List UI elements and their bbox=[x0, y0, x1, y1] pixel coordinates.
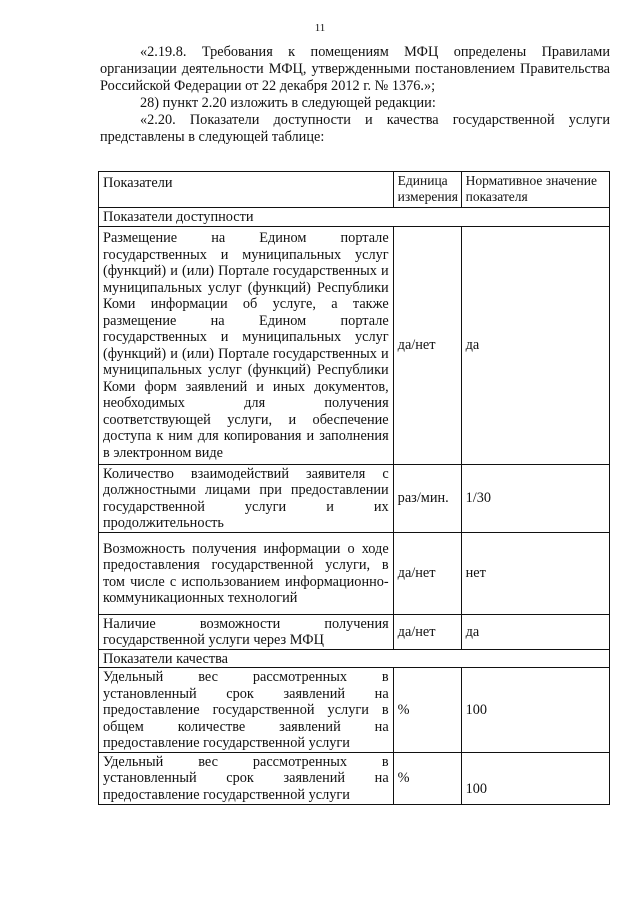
value-cell: 100 bbox=[461, 752, 609, 804]
indicators-table bbox=[98, 171, 610, 805]
unit-cell: раз/мин. bbox=[393, 464, 461, 532]
indicator-cell: Удельный вес рассмотренных в установленный срок заявлений на предоставление государственной услуги в общем количестве заявлений на предоставление государственной услуги bbox=[99, 668, 394, 753]
value-cell: да bbox=[461, 226, 609, 464]
paragraph-2-19-8: «2.19.8. Требования к помещениям МФЦ определены Правилами организации деятельности МФЦ, утвержденными постановлением Правительства Российской Федерации от 22 декабря 2012 г. № 1376.»; bbox=[100, 44, 610, 94]
table-row bbox=[99, 226, 610, 464]
unit-cell: % bbox=[393, 752, 461, 804]
header-unit: Единица измерения bbox=[393, 172, 461, 208]
paragraph-2-20: «2.20. Показатели доступности и качества государственной услуги представлены в следующей таблице: bbox=[100, 112, 610, 145]
table-row bbox=[99, 668, 610, 753]
header-norm-value: Нормативное значение показателя bbox=[461, 172, 609, 208]
indicator-cell: Возможность получения информации о ходе предоставления государственной услуги, в том числе с использованием информационно-коммуникационных технологий bbox=[99, 532, 394, 614]
section-row-availability bbox=[99, 208, 610, 227]
value-cell: 100 bbox=[461, 668, 609, 753]
header-indicators: Показатели bbox=[99, 172, 394, 208]
table-row bbox=[99, 464, 610, 532]
unit-cell: да/нет bbox=[393, 614, 461, 649]
section-title: Показатели качества bbox=[99, 649, 610, 668]
table-row bbox=[99, 532, 610, 614]
value-cell: 1/30 bbox=[461, 464, 609, 532]
indicator-cell: Размещение на Едином портале государственных и муниципальных услуг (функций) и (или) Портале государственных и муниципальных услуг (функций) Республики Коми информации об услуге, а также размещение на Едином портале государственных и муниципальных услуг (функций) и (или) Портале государственных и муниципальных услуг (функций) Республики Коми форм заявлений и иных документов, необходимых для получения соответствующей услуги, и обеспечение доступа к ним для копирования и заполнения в электронном виде bbox=[99, 226, 394, 464]
paragraph-item-28: 28) пункт 2.20 изложить в следующей редакции: bbox=[140, 95, 436, 111]
table-row bbox=[99, 614, 610, 649]
indicator-cell: Наличие возможности получения государственной услуги через МФЦ bbox=[99, 614, 394, 649]
page-number: 11 bbox=[314, 22, 326, 34]
unit-cell: % bbox=[393, 668, 461, 753]
table-header-row bbox=[99, 172, 610, 208]
unit-cell: да/нет bbox=[393, 226, 461, 464]
table-row bbox=[99, 752, 610, 804]
value-cell: да bbox=[461, 614, 609, 649]
section-title: Показатели доступности bbox=[99, 208, 610, 227]
indicator-cell: Удельный вес рассмотренных в установленный срок заявлений на предоставление государственной услуги bbox=[99, 752, 394, 804]
value-cell: нет bbox=[461, 532, 609, 614]
indicator-cell: Количество взаимодействий заявителя с должностными лицами при предоставлении государственной услуги и их продолжительность bbox=[99, 464, 394, 532]
unit-cell: да/нет bbox=[393, 532, 461, 614]
section-row-quality bbox=[99, 649, 610, 668]
intro-text bbox=[100, 44, 610, 146]
